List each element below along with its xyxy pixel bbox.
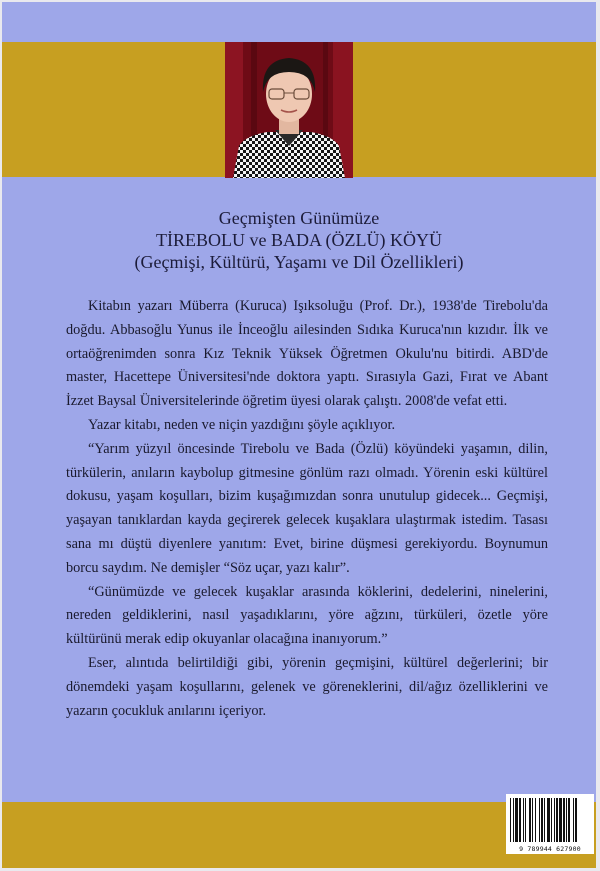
back-cover	[2, 2, 596, 868]
barcode-bars-icon	[506, 794, 594, 844]
back-cover-text	[66, 295, 548, 723]
title-line-2: TİREBOLU ve BADA (ÖZLÜ) KÖYÜ	[156, 230, 442, 250]
title-line-1: Geçmişten Günümüze	[218, 208, 380, 228]
isbn-barcode	[506, 794, 594, 854]
barcode-digits: 9 789944 627900	[519, 845, 581, 853]
paragraph-summary: Eser, alıntıda belirtildiği gibi, yörenin geçmişini, kültürel değerlerini; bir dönemdeki yaşam koşullarını, gelenek ve göreneklerini, dil/ağız özelliklerini ve yazarın çocukluk anılarını içeriyor.	[66, 654, 548, 719]
book-title-block	[2, 207, 596, 273]
paragraph-intro: Yazar kitabı, neden ve niçin yazdığını şöyle açıklıyor.	[88, 416, 396, 433]
paragraph-quote-1: “Yarım yüzyıl öncesinde Tirebolu ve Bada (Özlü) köyündeki yaşamın, dilin, türkülerin, anıların kaybolup gitmesine gönlüm razı olmadı. Yörenin eski kültürel dokusu, yaşam koşulları, bizim kuşağımızdan sonra unutulup gidecek... Geçmişi, yaşayan tanıklardan kayda geçirerek gelecek kuşaklara ulaştırmak istedim. Tasası sana mı düştü diyenlere yanıtım: Evet, birine düşmesi gerekiyordu. Boynumun borcu saydım. Ne demişler “Söz uçar, yazı kalır”.	[66, 440, 548, 576]
paragraph-author-bio: Kitabın yazarı Müberra (Kuruca) Işıksoluğu (Prof. Dr.), 1938'de Tirebolu'da doğdu. Abbasoğlu Yunus ile İnceoğlu ailesinden Sıdıka Kuruca'nın kızıdır. İlk ve ortaöğrenimden sonra Kız Teknik Yüksek Öğretmen Okulu'nu bitirdi. ABD'de master, Hacettepe Üniversitesi'nde doktora yaptı. Sırasıyla Gazi, Fırat ve Abant İzzet Baysal Üniversitelerinde öğretim üyesi olarak çalıştı. 2008'de vefat etti.	[66, 298, 548, 410]
title-line-3: (Geçmişi, Kültürü, Yaşamı ve Dil Özellikleri)	[134, 252, 464, 272]
author-portrait-image	[225, 42, 353, 178]
author-photo	[225, 42, 353, 178]
paragraph-quote-2: “Günümüzde ve gelecek kuşaklar arasında köklerini, dedelerini, ninelerini, nereden geldiklerini, nasıl yaşadıklarını, yöre ağzını, türküleri, özetle yöre kültürünü merak edip okuyanlar olacağına inanıyorum.”	[66, 583, 548, 648]
